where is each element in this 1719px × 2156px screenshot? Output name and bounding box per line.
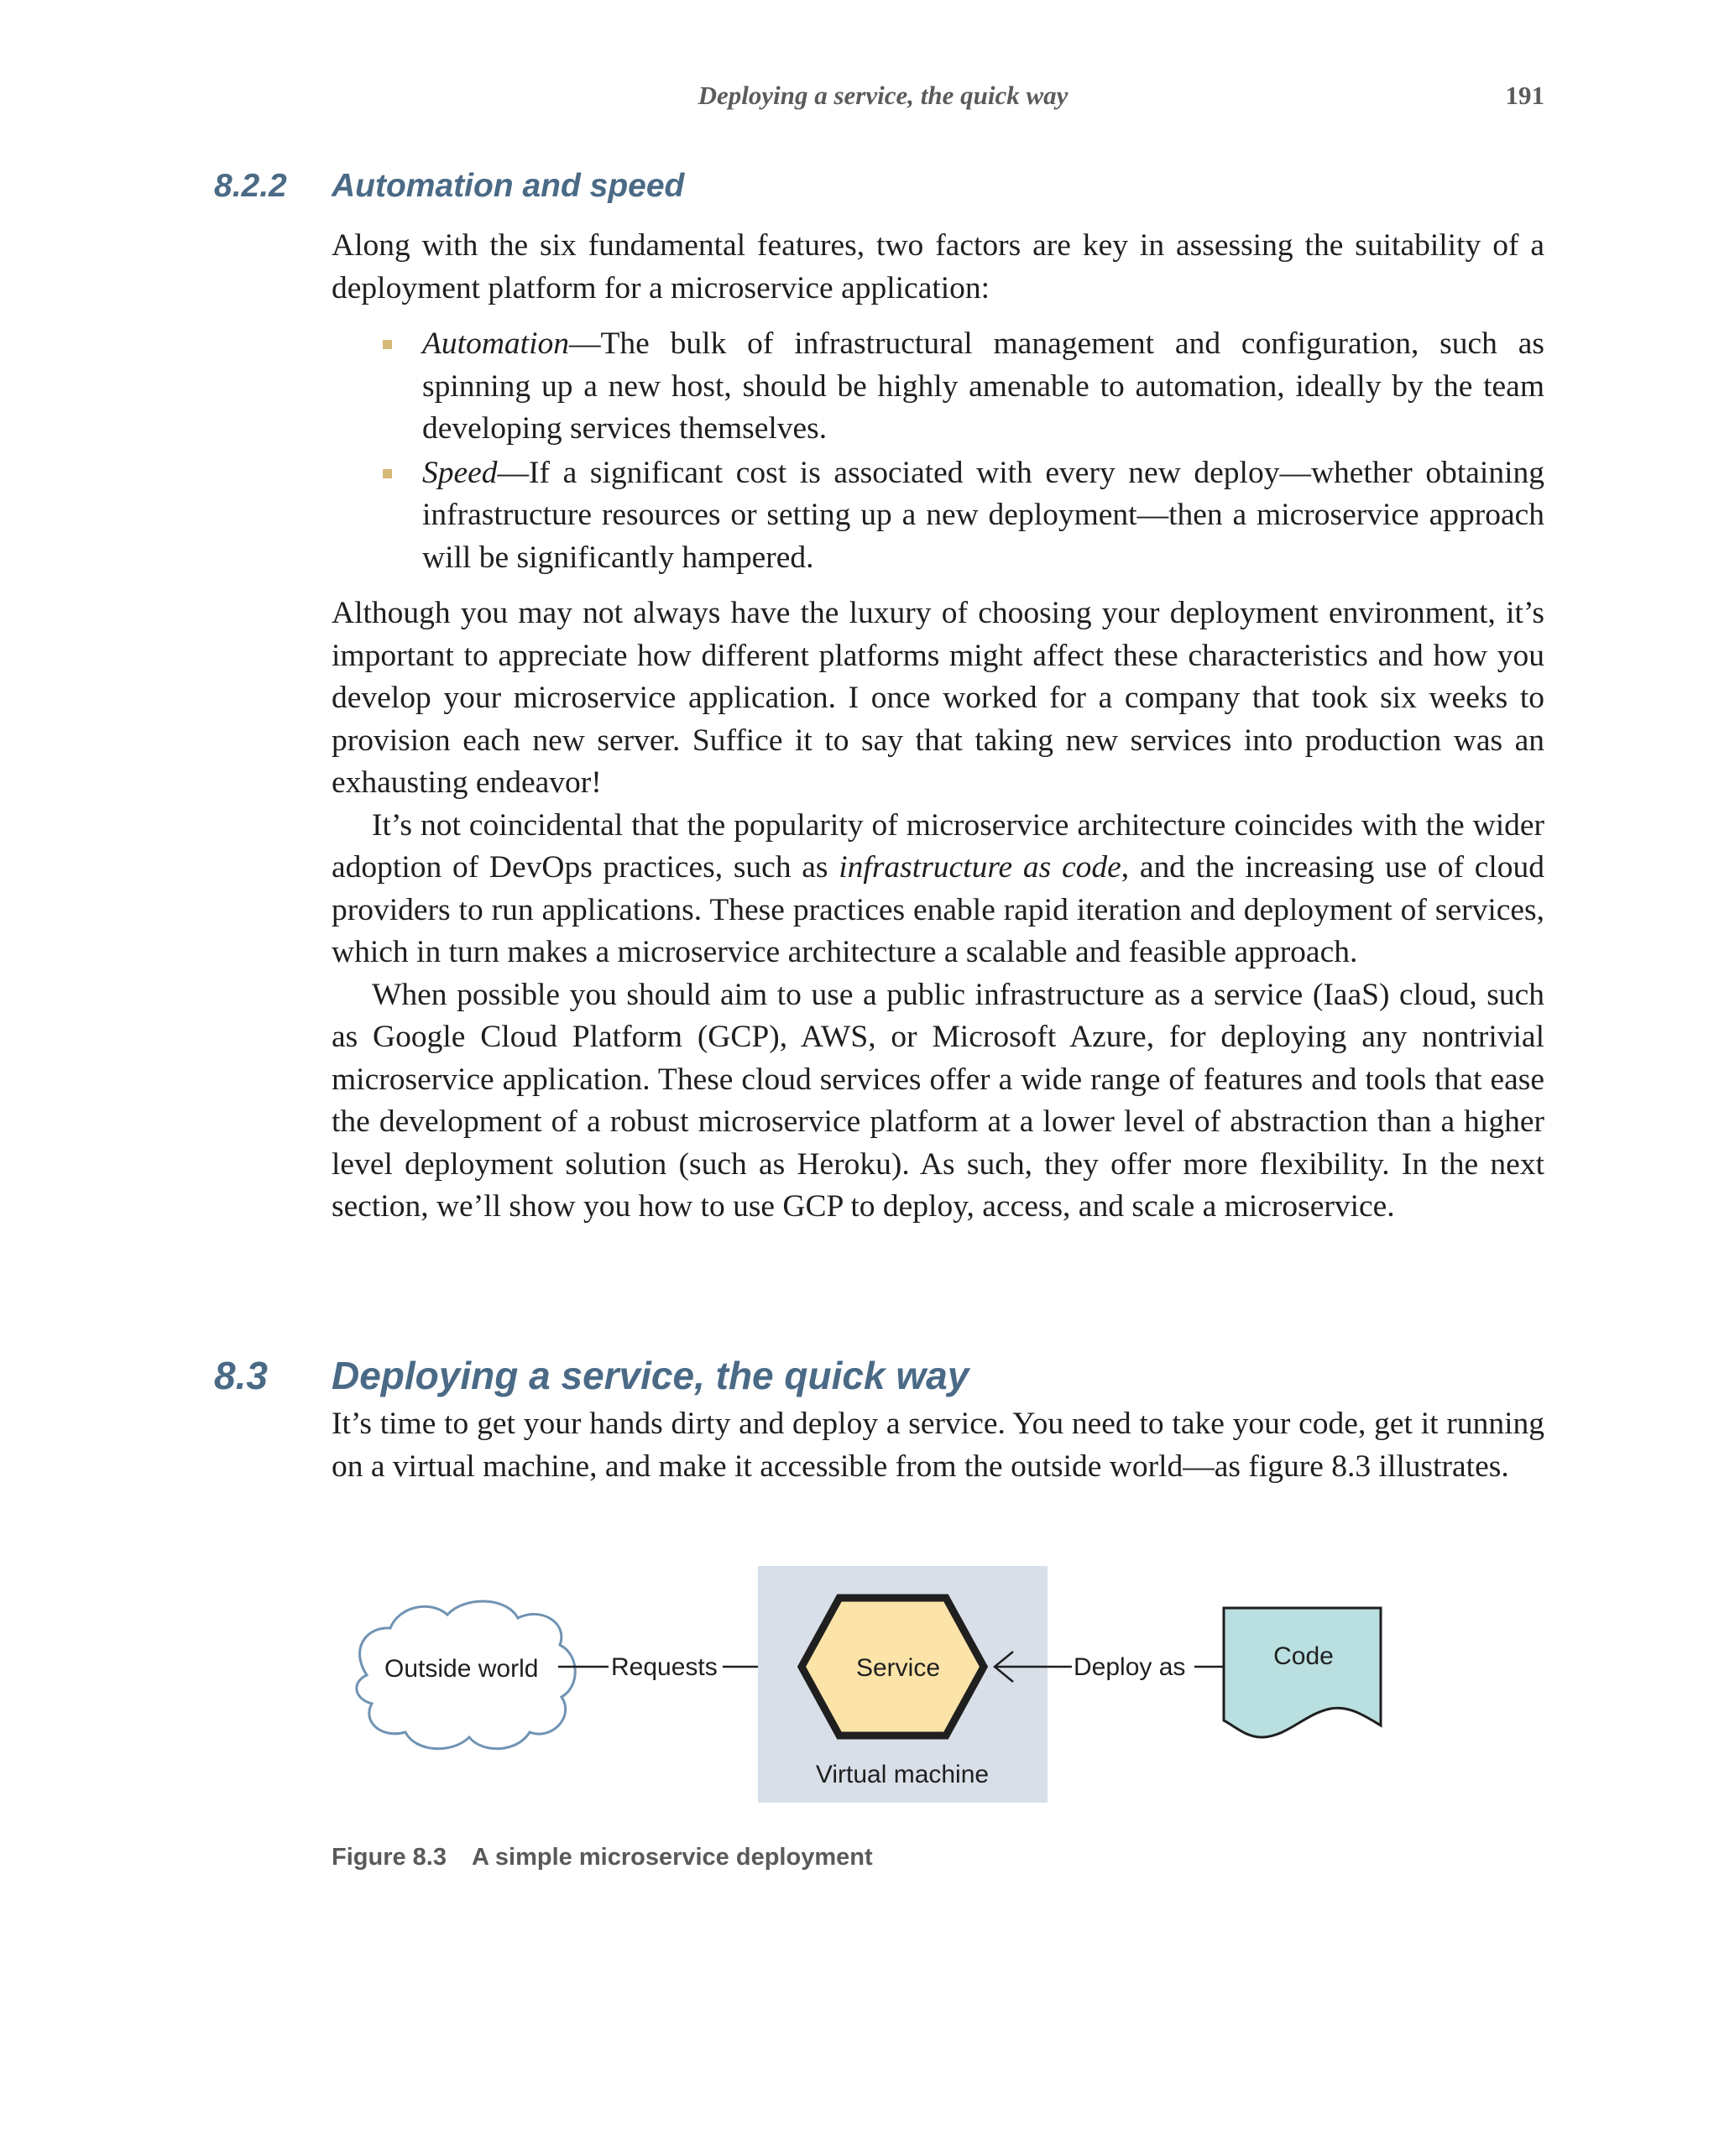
section-title: Deploying a service, the quick way [332,1354,969,1397]
section-number: 8.2.2 [214,168,287,204]
paragraph-environment: Although you may not always have the luxury of choosing your deployment environment, it’s important to appreciate how different platforms might affect these characteristics and how you develop your microservice application. I once worked for a company that took six weeks to provision each new server. Suffice it to say that taking new services into production was an exhausting endeavor! [332,596,1544,800]
running-head [336,81,1544,123]
section-title: Automation and speed [332,168,685,204]
deployment-diagram [332,1566,1423,1818]
section-body-8-3 [332,1403,1544,1488]
bullet-item-automation [422,323,1544,451]
intro-paragraph: It’s time to get your hands dirty and deploy a service. You need to take your code, get it running on a virtual machine, and make it accessible from the outside world—as figure 8.3 illustrates. [332,1407,1544,1484]
figure-caption-text: A simple microservice deployment [472,1844,873,1871]
section-body-8-2-2 [332,225,1544,1229]
deploy-as-label: Deploy as [1074,1653,1186,1681]
section-number: 8.3 [214,1354,268,1397]
bullet-text: —If a significant cost is associated with every new deploy—whether obtaining infrastructure resources or setting up a new deployment—then a microservice approach will be significantly hampered. [422,455,1544,575]
figure-caption [332,1844,873,1871]
bullet-term: Speed [422,455,498,490]
figure-caption-label: Figure 8.3 [332,1844,447,1871]
code-document-icon [1224,1608,1381,1737]
page-number: 191 [1505,81,1544,110]
bullet-list [332,323,1544,579]
bullet-square-icon [383,340,392,349]
virtual-machine-label: Virtual machine [815,1761,990,1788]
outside-world-label: Outside world [384,1655,539,1683]
requests-label: Requests [611,1653,718,1681]
paragraph-devops [332,805,1544,974]
bullet-text: —The bulk of infrastructural management and configuration, such as spinning up a new host, should be highly amenable to automation, ideally by the team developing services themselves. [422,326,1544,446]
service-label: Service [855,1654,941,1682]
paragraph-term: infrastructure as code [839,850,1121,885]
figure-8-3 [332,1566,1423,1818]
intro-paragraph: Along with the six fundamental features, two factors are key in assessing the suitability of a deployment platform for a microservice application: [332,228,1544,305]
bullet-item-speed [422,452,1544,580]
running-title: Deploying a service, the quick way [698,81,1068,110]
paragraph-text: , and the increasing use of cloud providers to run applications. These practices enable rapid iteration and deployment of services, which in turn makes a microservice architecture a scalable and feasible approach. [332,850,1545,969]
bullet-square-icon [383,469,392,478]
paragraph-text: It’s not coincidental that the popularity of microservice architecture coincides with the wider adoption of DevOps practices, such as [332,807,1544,885]
bullet-term: Automation [422,326,569,361]
code-label: Code [1273,1642,1334,1670]
paragraph-iaas: When possible you should aim to use a public infrastructure as a service (IaaS) cloud, such as Google Cloud Platform (GCP), AWS, or Microsoft Azure, for deploying any nontrivial microservice application. These cloud services offer a wide range of features and tools that ease the development of a robust microservice platform at a lower level of abstraction than a higher level deployment solution (such as Heroku). As such, they offer more flexibility. In the next section, we’ll show you how to use GCP to deploy, access, and scale a microservice. [332,977,1544,1224]
